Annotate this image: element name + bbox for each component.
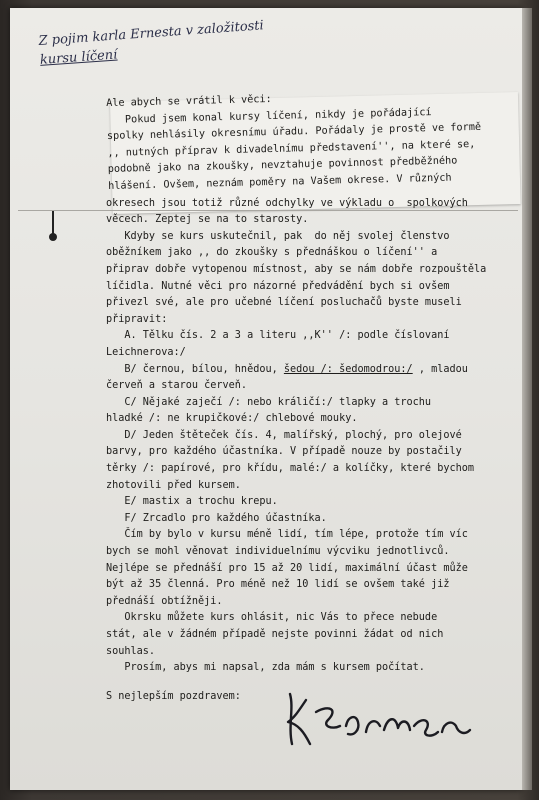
letter-line: hladké /: ne krupičkové:/ chlebové mouky. <box>106 413 358 425</box>
letter-line: okresech jsou totiž různé odchylky ve výkladu o spolkových <box>106 197 468 209</box>
item-b-prefix: B/ černou, bílou, hnědou, <box>106 363 284 375</box>
letter-line: Nejlépe se přednáší pro 15 až 20 lidí, maximální účast může <box>106 562 468 574</box>
letter-line: přivezl své, ale pro učebné líčení posluchačů byste museli <box>106 297 462 309</box>
binder-clip-mark <box>52 211 54 235</box>
letter-line: stát, ale v žádném případě nejste povinni žádat od nich <box>106 629 444 640</box>
page-edge <box>522 8 532 790</box>
handwritten-note-line-1: Z pojim karla Ernesta v založitosti <box>38 18 265 49</box>
letter-line: E/ mastix a trochu krepu. <box>106 496 278 508</box>
letter-line: přednáší obtížněji. <box>106 595 223 607</box>
letter-line: být až 35 členná. Pro méně než 10 lidí se ovšem také již <box>106 579 450 591</box>
letter-line: Kdyby se kurs uskutečnil, pak do něj svolej členstvo <box>106 230 450 242</box>
closing-greeting: S nejlepším pozdravem: <box>106 690 241 702</box>
letter-line: věcech. Zeptej se na to starosty. <box>106 214 309 226</box>
item-b-suffix: , mladou <box>412 363 468 375</box>
letter-line: souhlas. <box>106 645 156 657</box>
letter-line: hlášení. Ovšem, neznám poměry na Vašem okrese. V různých <box>108 172 452 192</box>
letter-line: oběžníkem jako ,, do zkoušky s přednáškou o líčení'' a <box>106 247 438 259</box>
letter-line: zhotovili před kursem. <box>106 479 241 491</box>
handwritten-note <box>38 11 340 70</box>
letter-line: spolky nehlásily okresnímu úřadu. Pořádaly je prostě ve formě <box>106 122 482 143</box>
letter-line: Okrsku můžete kurs ohlásit, nic Vás to přece nebude <box>106 612 438 624</box>
letter-line: podobně jako na zkoušky, nevztahuje povinnost předběžného <box>107 155 458 176</box>
letter-line: Čím by bylo v kursu méně lidí, tím lépe, protože tím víc <box>106 529 468 541</box>
handwritten-note-line-2: kursu líčení <box>39 47 118 68</box>
letter-line: připravit: <box>106 313 168 325</box>
letter-line: připrav dobře vytopenou místnost, aby se nám dobře rozpouštěla <box>106 263 487 275</box>
binder-hole-mark <box>49 233 57 241</box>
letter-line: F/ Zrcadlo pro každého účastníka. <box>106 512 327 524</box>
letter-line: červeň a starou červeň. <box>106 380 248 392</box>
letter-line: Leichnerova:/ <box>106 346 186 358</box>
letter-line: C/ Nějaké zaječí /: nebo králičí:/ tlapky a trochu <box>106 396 432 408</box>
letter-line: Pokud jsem konal kursy líčení, nikdy je pořádající <box>106 106 432 126</box>
letter-line: líčidla. Nutné věci pro názorné předvádění bych si ovšem <box>106 280 450 292</box>
letter-line: bych se mohl věnovat individuelnímu výcviku jednotlivců. <box>106 546 450 558</box>
typewritten-letter <box>106 93 511 705</box>
letter-line: těrky /: papírové, pro křídu, malé:/ a kolíčky, které bychom <box>106 463 475 475</box>
item-b-underlined: šedou /: šedomodrou:/ <box>283 363 413 375</box>
letter-line: Prosím, abys mi napsal, zda mám s kursem počítat. <box>106 662 425 674</box>
letter-line: ,, nutných příprav k divadelnímu představení'', na které se, <box>107 138 476 159</box>
letter-line: D/ Jeden štěteček čís. 4, malířský, plochý, pro olejové <box>106 429 462 441</box>
letter-line: barvy, pro každého účastníka. V případě nouze by postačily <box>106 446 462 458</box>
pasted-section <box>106 86 513 195</box>
letter-line: Ale abych se vrátil k věci: <box>106 93 272 109</box>
letter-line-item-b <box>106 362 511 379</box>
letter-line: A. Tělku čís. 2 a 3 a literu ,,K'' /: podle číslovaní <box>106 330 450 342</box>
handwritten-signature <box>276 686 476 756</box>
